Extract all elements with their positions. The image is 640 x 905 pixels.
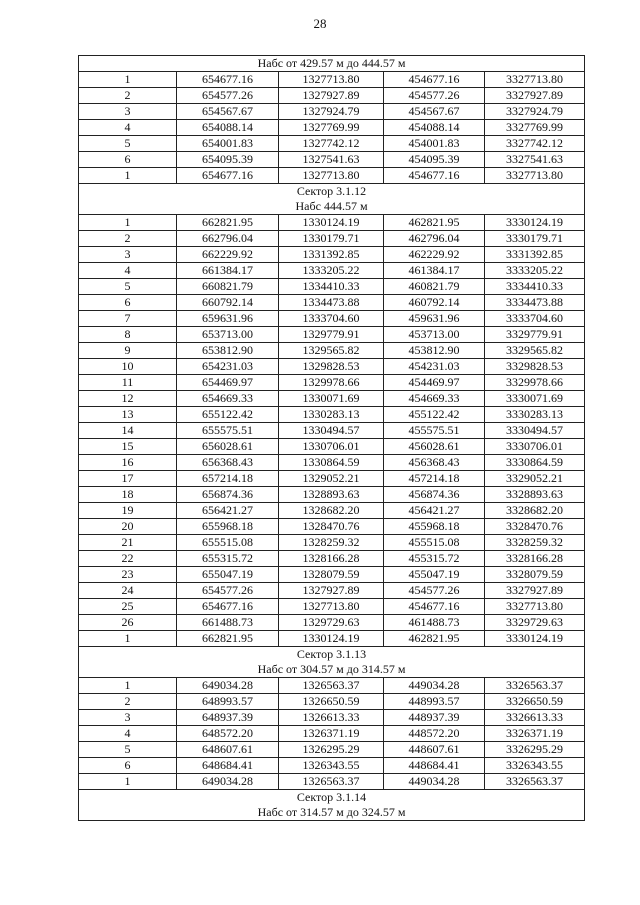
y-coordinate-alt: 3326343.55 — [485, 758, 585, 774]
x-coordinate: 661488.73 — [177, 615, 279, 631]
x-coordinate: 654231.03 — [177, 359, 279, 375]
x-coordinate-alt: 448684.41 — [384, 758, 485, 774]
y-coordinate: 1329052.21 — [279, 471, 384, 487]
point-number: 12 — [79, 391, 177, 407]
point-number: 20 — [79, 519, 177, 535]
y-coordinate: 1326563.37 — [279, 678, 384, 694]
y-coordinate: 1328166.28 — [279, 551, 384, 567]
y-coordinate: 1334410.33 — [279, 279, 384, 295]
y-coordinate-alt: 3326371.19 — [485, 726, 585, 742]
page-number: 28 — [313, 16, 327, 31]
x-coordinate: 654469.97 — [177, 375, 279, 391]
x-coordinate-alt: 462821.95 — [384, 215, 485, 231]
point-number: 5 — [79, 742, 177, 758]
x-coordinate: 648937.39 — [177, 710, 279, 726]
y-coordinate: 1329978.66 — [279, 375, 384, 391]
x-coordinate-alt: 455122.42 — [384, 407, 485, 423]
y-coordinate: 1327769.99 — [279, 120, 384, 136]
table-row — [79, 487, 585, 503]
y-coordinate-alt: 3329052.21 — [485, 471, 585, 487]
y-coordinate-alt: 3334473.88 — [485, 295, 585, 311]
point-number: 11 — [79, 375, 177, 391]
x-coordinate-alt: 454677.16 — [384, 599, 485, 615]
table-row — [79, 279, 585, 295]
table-row — [79, 694, 585, 710]
table-row — [79, 599, 585, 615]
point-number: 19 — [79, 503, 177, 519]
elevation-range: Набс от 314.57 м до 324.57 м — [257, 805, 406, 819]
y-coordinate: 1330124.19 — [279, 631, 384, 647]
y-coordinate: 1327541.63 — [279, 152, 384, 168]
x-coordinate: 654095.39 — [177, 152, 279, 168]
x-coordinate-alt: 449034.28 — [384, 774, 485, 790]
point-number: 6 — [79, 295, 177, 311]
y-coordinate-alt: 3331392.85 — [485, 247, 585, 263]
table-row — [79, 375, 585, 391]
x-coordinate: 654677.16 — [177, 168, 279, 184]
y-coordinate-alt: 3327927.89 — [485, 583, 585, 599]
x-coordinate: 654677.16 — [177, 599, 279, 615]
coordinates-table — [78, 55, 585, 821]
point-number: 2 — [79, 694, 177, 710]
x-coordinate: 655968.18 — [177, 519, 279, 535]
y-coordinate-alt: 3330124.19 — [485, 215, 585, 231]
x-coordinate-alt: 455968.18 — [384, 519, 485, 535]
y-coordinate: 1330864.59 — [279, 455, 384, 471]
point-number: 17 — [79, 471, 177, 487]
y-coordinate: 1331392.85 — [279, 247, 384, 263]
table-row — [79, 615, 585, 631]
y-coordinate: 1328682.20 — [279, 503, 384, 519]
point-number: 4 — [79, 263, 177, 279]
x-coordinate: 648993.57 — [177, 694, 279, 710]
point-number: 22 — [79, 551, 177, 567]
table-row — [79, 567, 585, 583]
x-coordinate-alt: 459631.96 — [384, 311, 485, 327]
point-number: 1 — [79, 168, 177, 184]
y-coordinate-alt: 3328682.20 — [485, 503, 585, 519]
x-coordinate-alt: 454231.03 — [384, 359, 485, 375]
x-coordinate-alt: 461384.17 — [384, 263, 485, 279]
table-row — [79, 231, 585, 247]
x-coordinate: 648572.20 — [177, 726, 279, 742]
y-coordinate: 1326371.19 — [279, 726, 384, 742]
table-row — [79, 104, 585, 120]
y-coordinate-alt: 3329729.63 — [485, 615, 585, 631]
table-row — [79, 471, 585, 487]
table-row — [79, 136, 585, 152]
point-number: 18 — [79, 487, 177, 503]
y-coordinate-alt: 3328259.32 — [485, 535, 585, 551]
x-coordinate-alt: 454001.83 — [384, 136, 485, 152]
y-coordinate: 1330124.19 — [279, 215, 384, 231]
point-number: 23 — [79, 567, 177, 583]
table-row — [79, 535, 585, 551]
x-coordinate: 648607.61 — [177, 742, 279, 758]
section-header — [79, 647, 585, 678]
x-coordinate-alt: 453812.90 — [384, 343, 485, 359]
y-coordinate: 1329565.82 — [279, 343, 384, 359]
y-coordinate: 1326295.29 — [279, 742, 384, 758]
y-coordinate: 1327927.89 — [279, 88, 384, 104]
x-coordinate: 649034.28 — [177, 678, 279, 694]
y-coordinate-alt: 3330494.57 — [485, 423, 585, 439]
x-coordinate: 655315.72 — [177, 551, 279, 567]
point-number: 7 — [79, 311, 177, 327]
y-coordinate: 1329828.53 — [279, 359, 384, 375]
section-header — [79, 790, 585, 821]
point-number: 1 — [79, 631, 177, 647]
table-row — [79, 742, 585, 758]
y-coordinate: 1333704.60 — [279, 311, 384, 327]
y-coordinate: 1334473.88 — [279, 295, 384, 311]
point-number: 1 — [79, 774, 177, 790]
y-coordinate-alt: 3330864.59 — [485, 455, 585, 471]
y-coordinate: 1328079.59 — [279, 567, 384, 583]
x-coordinate: 660821.79 — [177, 279, 279, 295]
table-row — [79, 631, 585, 647]
x-coordinate-alt: 454669.33 — [384, 391, 485, 407]
y-coordinate: 1328893.63 — [279, 487, 384, 503]
x-coordinate: 661384.17 — [177, 263, 279, 279]
point-number: 5 — [79, 136, 177, 152]
x-coordinate: 654577.26 — [177, 88, 279, 104]
x-coordinate-alt: 456421.27 — [384, 503, 485, 519]
y-coordinate-alt: 3329978.66 — [485, 375, 585, 391]
y-coordinate-alt: 3329779.91 — [485, 327, 585, 343]
y-coordinate-alt: 3330124.19 — [485, 631, 585, 647]
y-coordinate: 1330706.01 — [279, 439, 384, 455]
y-coordinate: 1330283.13 — [279, 407, 384, 423]
point-number: 25 — [79, 599, 177, 615]
table-row — [79, 423, 585, 439]
table-row — [79, 168, 585, 184]
x-coordinate: 648684.41 — [177, 758, 279, 774]
point-number: 24 — [79, 583, 177, 599]
table-row — [79, 519, 585, 535]
x-coordinate: 659631.96 — [177, 311, 279, 327]
x-coordinate-alt: 448937.39 — [384, 710, 485, 726]
table-row — [79, 88, 585, 104]
x-coordinate: 653713.00 — [177, 327, 279, 343]
point-number: 5 — [79, 279, 177, 295]
point-number: 2 — [79, 88, 177, 104]
x-coordinate-alt: 462229.92 — [384, 247, 485, 263]
table-row — [79, 726, 585, 742]
x-coordinate-alt: 454095.39 — [384, 152, 485, 168]
y-coordinate: 1328470.76 — [279, 519, 384, 535]
y-coordinate-alt: 3334410.33 — [485, 279, 585, 295]
sector-title: Сектор 3.1.13 — [296, 647, 367, 661]
x-coordinate-alt: 454088.14 — [384, 120, 485, 136]
x-coordinate: 655515.08 — [177, 535, 279, 551]
x-coordinate-alt: 454567.67 — [384, 104, 485, 120]
x-coordinate: 655575.51 — [177, 423, 279, 439]
table-row — [79, 455, 585, 471]
x-coordinate: 656368.43 — [177, 455, 279, 471]
point-number: 3 — [79, 104, 177, 120]
x-coordinate: 656421.27 — [177, 503, 279, 519]
point-number: 6 — [79, 758, 177, 774]
y-coordinate: 1326343.55 — [279, 758, 384, 774]
table-row — [79, 263, 585, 279]
point-number: 15 — [79, 439, 177, 455]
y-coordinate: 1326563.37 — [279, 774, 384, 790]
x-coordinate: 653812.90 — [177, 343, 279, 359]
point-number: 3 — [79, 247, 177, 263]
point-number: 26 — [79, 615, 177, 631]
x-coordinate: 654567.67 — [177, 104, 279, 120]
y-coordinate: 1326613.33 — [279, 710, 384, 726]
table-row — [79, 407, 585, 423]
point-number: 10 — [79, 359, 177, 375]
x-coordinate-alt: 457214.18 — [384, 471, 485, 487]
x-coordinate: 662796.04 — [177, 231, 279, 247]
x-coordinate-alt: 454469.97 — [384, 375, 485, 391]
section-header — [79, 184, 585, 215]
y-coordinate: 1330071.69 — [279, 391, 384, 407]
section-header-row — [79, 56, 585, 72]
x-coordinate-alt: 456874.36 — [384, 487, 485, 503]
y-coordinate-alt: 3327541.63 — [485, 152, 585, 168]
y-coordinate-alt: 3328166.28 — [485, 551, 585, 567]
x-coordinate-alt: 455575.51 — [384, 423, 485, 439]
x-coordinate: 654577.26 — [177, 583, 279, 599]
table-row — [79, 295, 585, 311]
table-row — [79, 503, 585, 519]
point-number: 9 — [79, 343, 177, 359]
y-coordinate-alt: 3327927.89 — [485, 88, 585, 104]
point-number: 1 — [79, 215, 177, 231]
x-coordinate-alt: 455315.72 — [384, 551, 485, 567]
table-row — [79, 247, 585, 263]
x-coordinate-alt: 460821.79 — [384, 279, 485, 295]
point-number: 14 — [79, 423, 177, 439]
table-row — [79, 583, 585, 599]
section-header-row — [79, 184, 585, 215]
y-coordinate-alt: 3330283.13 — [485, 407, 585, 423]
y-coordinate: 1327927.89 — [279, 583, 384, 599]
y-coordinate-alt: 3330071.69 — [485, 391, 585, 407]
x-coordinate-alt: 455515.08 — [384, 535, 485, 551]
x-coordinate-alt: 454677.16 — [384, 168, 485, 184]
y-coordinate-alt: 3326650.59 — [485, 694, 585, 710]
y-coordinate-alt: 3328079.59 — [485, 567, 585, 583]
y-coordinate: 1328259.32 — [279, 535, 384, 551]
x-coordinate: 649034.28 — [177, 774, 279, 790]
x-coordinate-alt: 461488.73 — [384, 615, 485, 631]
table-row — [79, 774, 585, 790]
y-coordinate: 1329779.91 — [279, 327, 384, 343]
table-row — [79, 152, 585, 168]
table-row — [79, 343, 585, 359]
x-coordinate-alt: 448993.57 — [384, 694, 485, 710]
table-row — [79, 710, 585, 726]
x-coordinate-alt: 449034.28 — [384, 678, 485, 694]
point-number: 3 — [79, 710, 177, 726]
sector-title: Сектор 3.1.14 — [296, 790, 367, 804]
y-coordinate: 1327742.12 — [279, 136, 384, 152]
y-coordinate: 1329729.63 — [279, 615, 384, 631]
y-coordinate: 1330179.71 — [279, 231, 384, 247]
elevation-range: Набс от 429.57 м до 444.57 м — [257, 56, 406, 70]
table-row — [79, 72, 585, 88]
sector-title: Сектор 3.1.12 — [296, 184, 367, 198]
x-coordinate-alt: 460792.14 — [384, 295, 485, 311]
point-number: 2 — [79, 231, 177, 247]
y-coordinate-alt: 3330706.01 — [485, 439, 585, 455]
y-coordinate-alt: 3326613.33 — [485, 710, 585, 726]
y-coordinate-alt: 3330179.71 — [485, 231, 585, 247]
table-row — [79, 359, 585, 375]
point-number: 1 — [79, 72, 177, 88]
x-coordinate: 657214.18 — [177, 471, 279, 487]
y-coordinate-alt: 3329828.53 — [485, 359, 585, 375]
y-coordinate: 1333205.22 — [279, 263, 384, 279]
x-coordinate-alt: 462821.95 — [384, 631, 485, 647]
section-header — [79, 56, 585, 72]
table-row — [79, 327, 585, 343]
x-coordinate: 655047.19 — [177, 567, 279, 583]
x-coordinate: 655122.42 — [177, 407, 279, 423]
table-row — [79, 678, 585, 694]
elevation-range: Набс 444.57 м — [295, 199, 368, 213]
y-coordinate-alt: 3327742.12 — [485, 136, 585, 152]
x-coordinate: 662229.92 — [177, 247, 279, 263]
table-row — [79, 551, 585, 567]
x-coordinate-alt: 448607.61 — [384, 742, 485, 758]
point-number: 13 — [79, 407, 177, 423]
y-coordinate-alt: 3326563.37 — [485, 774, 585, 790]
point-number: 4 — [79, 120, 177, 136]
x-coordinate: 662821.95 — [177, 215, 279, 231]
y-coordinate-alt: 3326563.37 — [485, 678, 585, 694]
y-coordinate-alt: 3326295.29 — [485, 742, 585, 758]
section-header-row — [79, 790, 585, 821]
x-coordinate-alt: 448572.20 — [384, 726, 485, 742]
x-coordinate-alt: 456368.43 — [384, 455, 485, 471]
y-coordinate-alt: 3333205.22 — [485, 263, 585, 279]
y-coordinate: 1327924.79 — [279, 104, 384, 120]
point-number: 16 — [79, 455, 177, 471]
y-coordinate: 1326650.59 — [279, 694, 384, 710]
x-coordinate: 654677.16 — [177, 72, 279, 88]
x-coordinate-alt: 454577.26 — [384, 88, 485, 104]
table-row — [79, 439, 585, 455]
y-coordinate-alt: 3327769.99 — [485, 120, 585, 136]
y-coordinate-alt: 3333704.60 — [485, 311, 585, 327]
y-coordinate-alt: 3328893.63 — [485, 487, 585, 503]
y-coordinate-alt: 3327924.79 — [485, 104, 585, 120]
x-coordinate: 654088.14 — [177, 120, 279, 136]
point-number: 1 — [79, 678, 177, 694]
point-number: 4 — [79, 726, 177, 742]
x-coordinate: 656874.36 — [177, 487, 279, 503]
y-coordinate-alt: 3328470.76 — [485, 519, 585, 535]
x-coordinate: 660792.14 — [177, 295, 279, 311]
x-coordinate-alt: 455047.19 — [384, 567, 485, 583]
y-coordinate: 1330494.57 — [279, 423, 384, 439]
y-coordinate: 1327713.80 — [279, 72, 384, 88]
x-coordinate-alt: 462796.04 — [384, 231, 485, 247]
x-coordinate-alt: 453713.00 — [384, 327, 485, 343]
x-coordinate-alt: 454577.26 — [384, 583, 485, 599]
point-number: 6 — [79, 152, 177, 168]
table-row — [79, 120, 585, 136]
table-row — [79, 758, 585, 774]
x-coordinate-alt: 456028.61 — [384, 439, 485, 455]
point-number: 8 — [79, 327, 177, 343]
x-coordinate-alt: 454677.16 — [384, 72, 485, 88]
table-row — [79, 215, 585, 231]
x-coordinate: 654669.33 — [177, 391, 279, 407]
elevation-range: Набс от 304.57 м до 314.57 м — [257, 662, 406, 676]
y-coordinate: 1327713.80 — [279, 599, 384, 615]
x-coordinate: 662821.95 — [177, 631, 279, 647]
table-row — [79, 311, 585, 327]
y-coordinate-alt: 3327713.80 — [485, 168, 585, 184]
point-number: 21 — [79, 535, 177, 551]
x-coordinate: 654001.83 — [177, 136, 279, 152]
y-coordinate-alt: 3327713.80 — [485, 599, 585, 615]
y-coordinate-alt: 3329565.82 — [485, 343, 585, 359]
section-header-row — [79, 647, 585, 678]
table-row — [79, 391, 585, 407]
y-coordinate: 1327713.80 — [279, 168, 384, 184]
y-coordinate-alt: 3327713.80 — [485, 72, 585, 88]
x-coordinate: 656028.61 — [177, 439, 279, 455]
